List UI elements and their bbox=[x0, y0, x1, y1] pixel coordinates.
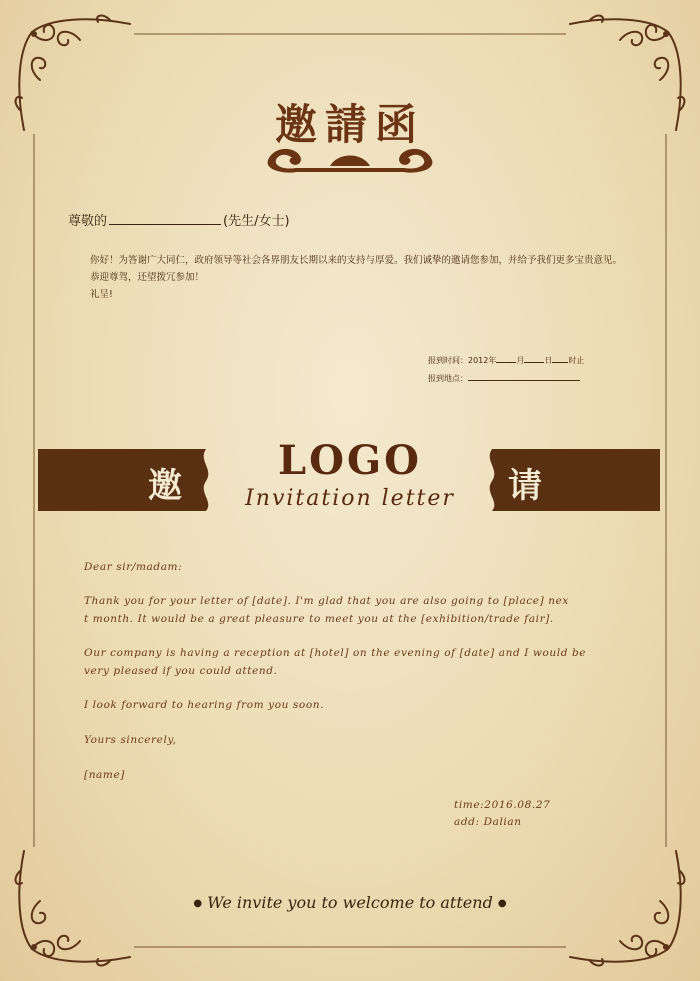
logo-text: LOGO bbox=[278, 437, 422, 484]
report-time-day: 日 bbox=[544, 356, 553, 365]
month-blank bbox=[496, 354, 516, 363]
greeting-prefix: 尊敬的 bbox=[68, 214, 108, 229]
place-blank bbox=[468, 372, 580, 381]
band-char-left: 邀 bbox=[148, 466, 182, 506]
footer-text: We invite you to welcome to attend bbox=[207, 893, 493, 912]
body-paragraph: 你好！为答谢广大同仁，政府领导等社会各界朋友长期以来的支持与厚爱。我们诚挚的邀请您参加，并给予我们更多宝贵意见。 bbox=[90, 255, 623, 266]
body-paragraph: 礼呈! bbox=[90, 289, 113, 300]
letter-closing: Yours sincerely, bbox=[84, 734, 177, 746]
letter-line: Our company is having a reception at [hotel] on the evening of [date] and I would be bbox=[84, 647, 587, 659]
band-char-right: 请 bbox=[508, 466, 542, 506]
letter-line: Thank you for your letter of [date]. I'm glad that you are also going to [place] nex bbox=[84, 595, 569, 607]
letter-name: [name] bbox=[84, 769, 125, 781]
letter-line: I look forward to hearing from you soon. bbox=[84, 699, 325, 711]
footer-line bbox=[0, 893, 700, 912]
footer-ornament-icon: ● bbox=[193, 898, 203, 909]
report-time-line bbox=[428, 354, 584, 366]
greeting-suffix: (先生/女士) bbox=[223, 214, 290, 229]
report-time-label: 报到时间： bbox=[428, 356, 468, 365]
report-place-line bbox=[428, 372, 580, 384]
sign-time: time:2016.08.27 bbox=[454, 799, 551, 811]
report-time-year: 2012年 bbox=[468, 356, 497, 365]
name-blank-line bbox=[109, 212, 221, 225]
title-ornament bbox=[260, 138, 440, 174]
letter-line: t month. It would be a great pleasure to meet you at the [exhibition/trade fair]. bbox=[84, 613, 554, 625]
hour-blank bbox=[552, 354, 568, 363]
day-blank bbox=[524, 354, 544, 363]
report-time-month: 月 bbox=[516, 356, 525, 365]
footer-ornament-icon: ● bbox=[497, 898, 507, 909]
invitation-subtitle: Invitation letter bbox=[245, 486, 455, 511]
page-title: 邀請函 bbox=[274, 100, 425, 149]
letter-line: very pleased if you could attend. bbox=[84, 665, 278, 677]
report-time-end: 时止 bbox=[568, 356, 585, 365]
report-place-label: 报到地点： bbox=[428, 374, 468, 383]
letter-salutation: Dear sir/madam: bbox=[84, 561, 183, 573]
sign-address: add: Dalian bbox=[454, 816, 522, 828]
body-chinese bbox=[90, 252, 650, 303]
body-paragraph: 恭迎尊驾，还望拨冗参加！ bbox=[90, 272, 205, 283]
greeting-line bbox=[68, 210, 290, 229]
